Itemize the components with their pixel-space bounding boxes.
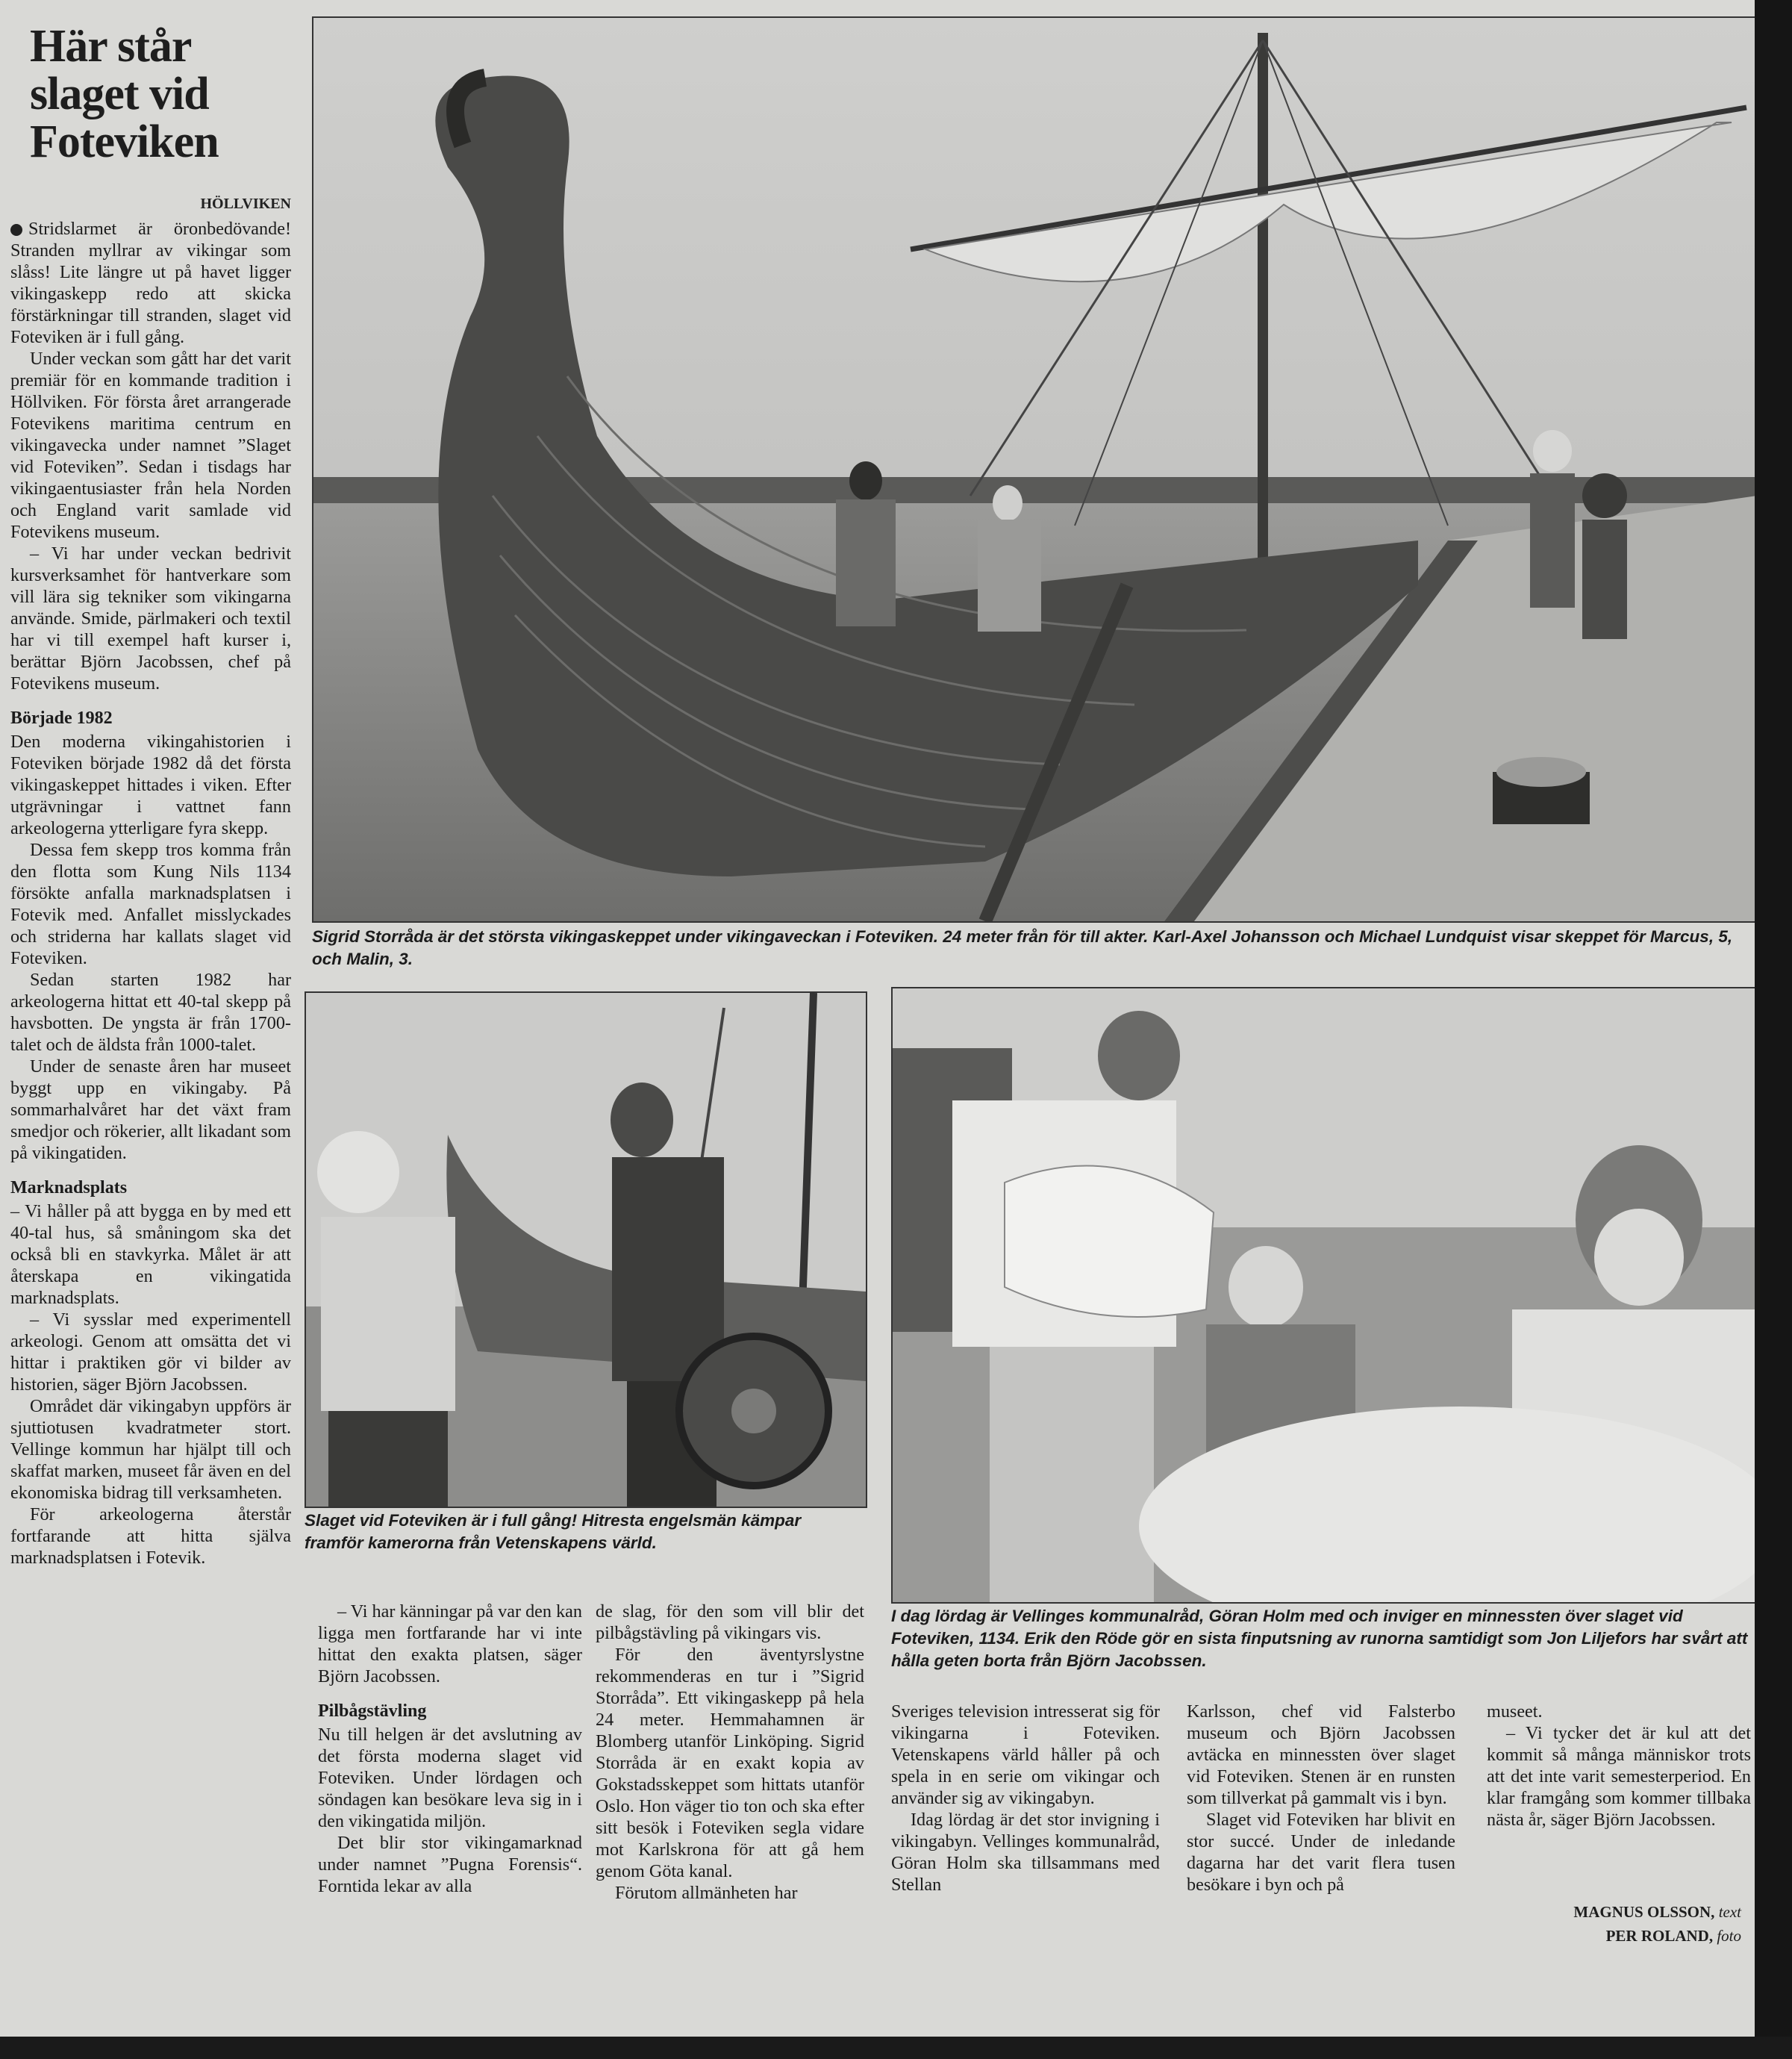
paragraph: Nu till helgen är det avslutning av det första moderna slaget vid Foteviken. Under lördagen och söndagen kan besökare leva sig in i den vikingatida miljön. — [318, 1725, 582, 1831]
subheading: Pilbågstävling — [318, 1701, 427, 1721]
column-5 — [1187, 1701, 1455, 1896]
paragraph: de slag, för den som vill blir det pilbågstävling på vikingars vis. — [596, 1601, 864, 1643]
paragraph: Dessa fem skepp tros komma från den flotta som Kung Nils 1134 försökte anfalla marknadsplatsen i Fotevik med. Anfallet misslyckades och striderna har kallats slaget vid Foteviken. — [10, 840, 291, 968]
paragraph: För den äventyrslystne rekommenderas en tur i ”Sigrid Storråda”. Ett vikingaskepp på hela 24 meter. Hemmahamnen är Blomberg utanför Linköping. Sigrid Storråda är en exakt kopia av Gokstadsskeppet som hittats utanför Oslo. Hon väger tio ton och ska efter sitt besök i Foteviken segla vidare mot Karlskrona för att gå hem genom Göta kanal. — [596, 1645, 864, 1881]
paragraph: – Vi sysslar med experimentell arkeologi. Genom att omsätta det vi hittar i praktiken gör vi bilder av historien, säger Björn Jacobssen. — [10, 1309, 291, 1395]
column-6 — [1487, 1701, 1751, 1831]
dateline-location: HÖLLVIKEN — [200, 196, 291, 212]
paragraph: Under de senaste åren har museet byggt upp en vikingaby. På sommarhalvåret har det växt fram smedjor och rökerier, allt likadant som på vikingatiden. — [10, 1056, 291, 1163]
photo-viking-ship — [312, 16, 1758, 923]
column-3 — [596, 1601, 864, 1904]
photo-battle — [305, 991, 867, 1508]
column-4 — [891, 1701, 1160, 1896]
runestone-illustration — [893, 988, 1758, 1602]
battle-illustration — [306, 993, 866, 1507]
paragraph: Området där vikingabyn uppförs är sjuttiotusen kvadratmeter stort. Vellinge kommun har hjälpt till och skaffat marken, museet får även en del ekonomiska bidrag till verksamheten. — [10, 1396, 291, 1503]
photo-runestone — [891, 987, 1760, 1604]
paragraph: Under veckan som gått har det varit premiär för en kommande tradition i Höllviken. För första året arrangerade Fotevikens maritima centrum en vikingavecka under namnet ”Slaget vid Foteviken”. Sedan i tisdags har vikingaentusiaster från hela Norden och England varit samlade vid Fotevikens museum. — [10, 349, 291, 542]
paragraph: För arkeologerna återstår fortfarande att hitta själva marknadsplatsen i Fotevik. — [10, 1504, 291, 1568]
column-2 — [318, 1601, 582, 1897]
torn-edge-bottom — [0, 2037, 1792, 2059]
photographer-name: PER ROLAND, — [1605, 1927, 1714, 1945]
paragraph: – Vi håller på att bygga en by med ett 40-tal hus, så småningom ska det också bli en stavkyrka. Målet är att återskapa en vikingatida marknadsplats. — [10, 1201, 291, 1308]
column-1 — [10, 218, 291, 1569]
paragraph: museet. — [1487, 1701, 1543, 1722]
headline: Här står slaget vid Foteviken — [30, 21, 219, 167]
subheading: Började 1982 — [10, 708, 113, 728]
paragraph: Idag lördag är det stor invigning i vikingabyn. Vellinges kommunalråd, Göran Holm ska tillsammans med Stellan — [891, 1810, 1160, 1895]
paragraph: Stridslarmet är öronbedövande! Stranden myllrar av vikingar som slåss! Lite längre ut på havet ligger vikingaskepp redo att skicka förstärkningar till stranden, slaget vid Foteviken är i full gång. — [10, 219, 291, 347]
paragraph: – Vi tycker det är kul att det kommit så många människor trots att det inte varit semesterperiod. En klar framgång som kommer tillbaka nästa år, säger Björn Jacobssen. — [1487, 1723, 1751, 1830]
paragraph: Sedan starten 1982 har arkeologerna hittat ett 40-tal skepp på havsbotten. De yngsta är från 1700-talet och de äldsta från 1000-talet. — [10, 970, 291, 1055]
writer-name: MAGNUS OLSSON, — [1573, 1903, 1715, 1921]
photo-text-credits — [1573, 1900, 1741, 1948]
caption-runestone: I dag lördag är Vellinges kommunalråd, Göran Holm med och inviger en minnessten över slaget vid Foteviken, 1134. Erik den Röde gör en sista finputsning av runorna samtidigt som Jon Liljefors har svårt att hålla geten borta från Björn Jacobssen. — [891, 1607, 1748, 1670]
writer-role: text — [1718, 1903, 1741, 1921]
viking-ship-illustration — [313, 18, 1757, 921]
caption-battle: Slaget vid Foteviken är i full gång! Hitresta engelsmän kämpar framför kamerorna från Vetenskapens värld. — [305, 1511, 802, 1552]
paragraph: Slaget vid Foteviken har blivit en stor succé. Under de inledande dagarna har det varit flera tusen besökare i byn och på — [1187, 1810, 1455, 1895]
paragraph: Förutom allmänheten har — [615, 1883, 798, 1903]
torn-edge-right — [1755, 0, 1792, 2059]
bullet-icon — [10, 224, 22, 236]
paragraph: – Vi har under veckan bedrivit kursverksamhet för hantverkare som vill lära sig tekniker som vikingarna använde. Smide, pärlmakeri och textil har vi till exempel haft kurser i, berättar Björn Jacobssen, chef på Fotevikens museum. — [10, 543, 291, 694]
paragraph: Sveriges television intresserat sig för vikingarna i Foteviken. Vetenskapens värld håller på och spela in en serie om vikingar och använder sig av vikingabyn. — [891, 1701, 1160, 1808]
subheading: Marknadsplats — [10, 1178, 128, 1197]
caption-ship: Sigrid Storråda är det största vikingaskeppet under vikingaveckan i Foteviken. 24 meter från för till akter. Karl-Axel Johansson och Michael Lundquist visar skeppet för Marcus, 5, och Malin, 3. — [312, 927, 1733, 968]
paragraph: Karlsson, chef vid Falsterbo museum och Björn Jacobssen avtäcka en minnessten över slaget vid Foteviken. Stenen är en runsten som tillverkat på gammalt vis i byn. — [1187, 1701, 1455, 1808]
paragraph: Det blir stor vikingamarknad under namnet ”Pugna Forensis“. Forntida lekar av alla — [318, 1833, 582, 1896]
paragraph: – Vi har känningar på var den kan ligga men fortfarande har vi inte hittat den exakta platsen, säger Björn Jacobssen. — [318, 1601, 582, 1686]
paragraph: Den moderna vikingahistorien i Foteviken började 1982 då det första vikingaskeppet hittades i viken. Efter utgrävningar i vattnet fann arkeologerna ytterligare fyra skepp. — [10, 732, 291, 838]
photographer-role: foto — [1717, 1927, 1741, 1945]
